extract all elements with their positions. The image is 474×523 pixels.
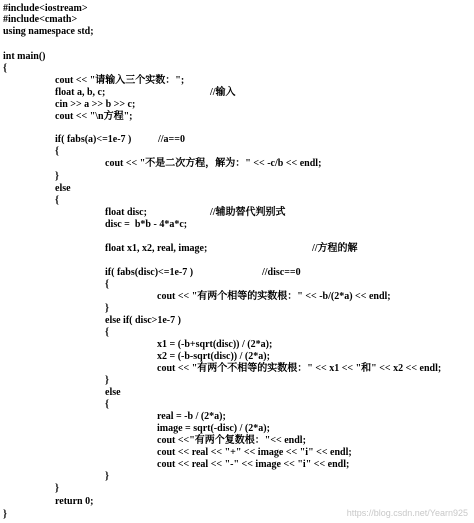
code-line: cout << "请输入三个实数：";	[55, 75, 185, 86]
code-line: float disc;	[105, 207, 147, 218]
code-line: }	[105, 375, 109, 386]
code-line: cout <<"有两个复数根："<< endl;	[157, 435, 306, 446]
code-line: cin >> a >> b >> c;	[55, 99, 136, 110]
code-line: float a, b, c;	[55, 87, 106, 98]
code-line: }	[55, 171, 59, 182]
code-line: int main()	[3, 51, 46, 62]
code-line: else	[105, 387, 121, 398]
code-comment: //方程的解	[312, 243, 358, 254]
code-line: if( fabs(a)<=1e-7 )	[55, 134, 132, 145]
code-comment: //辅助替代判别式	[210, 207, 286, 218]
code-line: disc = b*b - 4*a*c;	[105, 219, 188, 230]
code-line: {	[105, 399, 109, 410]
code-line: cout << "不是二次方程，解为：" << -c/b << endl;	[105, 158, 322, 169]
code-line: {	[105, 327, 109, 338]
code-comment: //输入	[210, 87, 236, 98]
code-line: {	[55, 146, 59, 157]
code-line: {	[105, 279, 109, 290]
code-line: cout << "有两个相等的实数根：" << -b/(2*a) << endl;	[157, 291, 391, 302]
code-comment: //disc==0	[262, 267, 301, 278]
code-line: }	[3, 509, 7, 520]
code-line: }	[55, 483, 59, 494]
code-comment: //a==0	[158, 134, 185, 145]
code-line: real = -b / (2*a);	[157, 411, 226, 422]
code-line: cout << real << "+" << image << "i" << endl;	[157, 447, 352, 458]
code-line: }	[105, 471, 109, 482]
code-line: x1 = (-b+sqrt(disc)) / (2*a);	[157, 339, 273, 350]
watermark: https://blog.csdn.net/Yearn925	[346, 508, 468, 518]
code-line: float x1, x2, real, image;	[105, 243, 208, 254]
code-line: {	[3, 63, 7, 74]
code-line: #include<cmath>	[3, 14, 78, 25]
code-line: cout << "\n方程";	[55, 111, 133, 122]
code-line: else if( disc>1e-7 )	[105, 315, 181, 326]
code-line: image = sqrt(-disc) / (2*a);	[157, 423, 270, 434]
code-line: x2 = (-b-sqrt(disc)) / (2*a);	[157, 351, 270, 362]
code-line: #include<iostream>	[3, 3, 88, 14]
code-line: using namespace std;	[3, 26, 94, 37]
code-line: cout << real << "-" << image << "i" << endl;	[157, 459, 350, 470]
code-line: }	[105, 303, 109, 314]
code-line: {	[55, 195, 59, 206]
code-line: if( fabs(disc)<=1e-7 )	[105, 267, 194, 278]
code-line: return 0;	[55, 496, 94, 507]
code-line: else	[55, 183, 71, 194]
code-line: cout << "有两个不相等的实数根：" << x1 << "和" << x2 << endl;	[157, 363, 442, 374]
